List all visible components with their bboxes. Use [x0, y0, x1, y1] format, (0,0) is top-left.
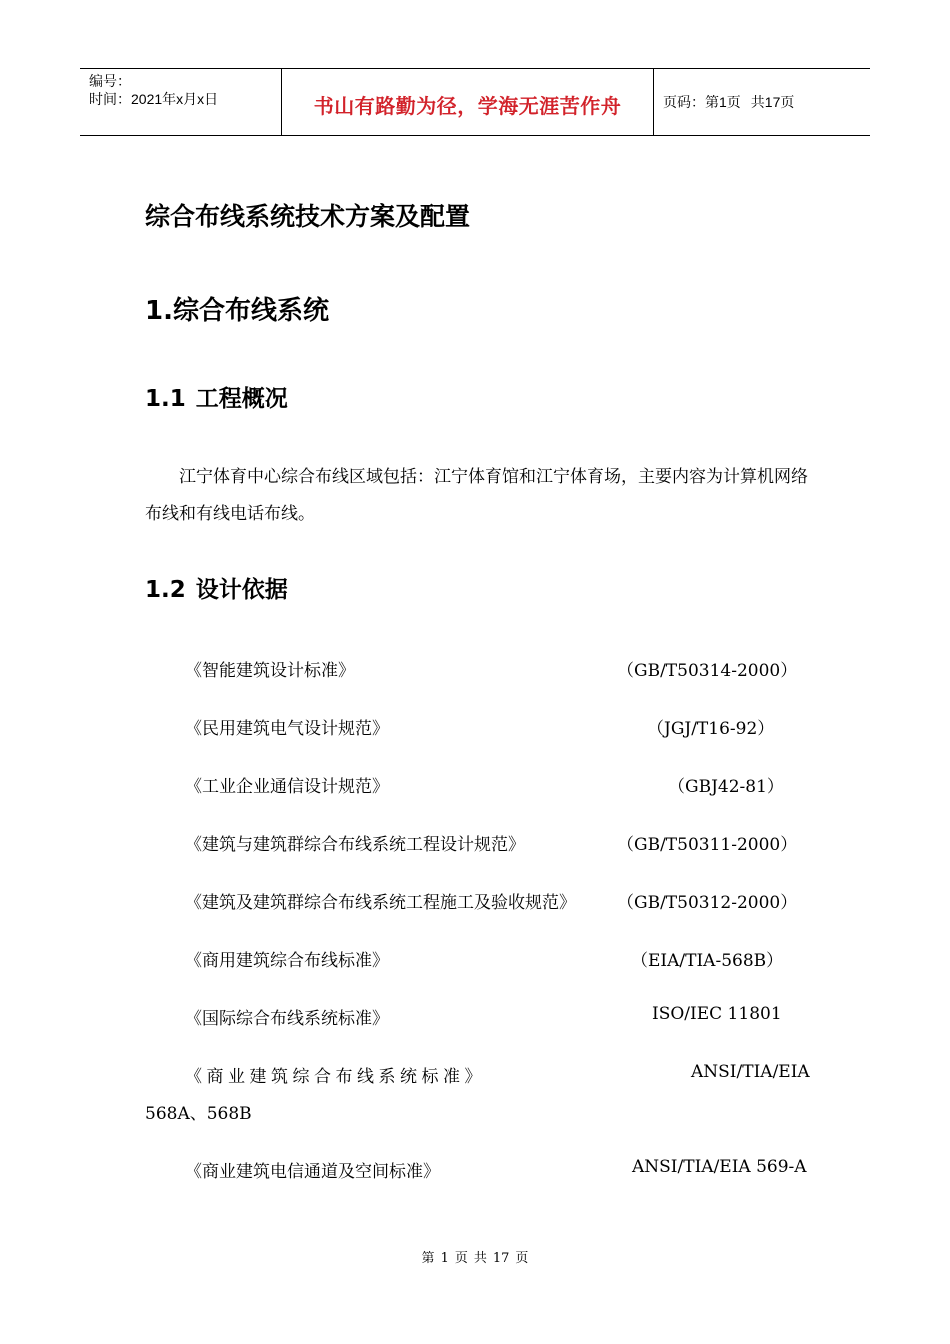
page-footer — [0, 1247, 950, 1266]
standard-code-continuation: 568A、568B — [145, 1104, 252, 1124]
standard-name: 《国际综合布线系统标准》 — [185, 1009, 389, 1029]
footer-total-prefix: 共 — [473, 1251, 487, 1266]
footer-total-pages: 17 — [492, 1251, 510, 1266]
standard-code: ANSI/TIA/EIA — [691, 1062, 810, 1082]
page-label: 页码： — [663, 94, 705, 110]
section-1-1-body: 江宁体育中心综合布线区域包括：江宁体育馆和江宁体育场，主要内容为计算机网络布线和有线电话布线。 — [145, 467, 808, 524]
section-1-2-title: 设计依据 — [195, 577, 288, 603]
section-1-1-number: 1.1 — [145, 386, 186, 412]
standard-name: 《商用建筑综合布线标准》 — [185, 951, 389, 971]
standard-name: 《民用建筑电气设计规范》 — [185, 719, 389, 739]
list-item — [145, 938, 810, 996]
standard-name: 《商业建筑电信通道及空间标准》 — [185, 1162, 440, 1182]
list-item — [145, 1149, 810, 1207]
standard-code: （EIA/TIA-568B） — [631, 951, 784, 971]
list-item — [145, 822, 810, 880]
list-item — [145, 996, 810, 1054]
serial-label: 编号： — [89, 73, 131, 89]
section-1-1-heading — [145, 380, 288, 413]
standard-code: ANSI/TIA/EIA 569-A — [632, 1157, 807, 1177]
section-1-1-title: 工程概况 — [195, 386, 288, 412]
standard-name: 《工业企业通信设计规范》 — [185, 777, 389, 797]
header-motto: 书山有路勤为径，学海无涯苦作舟 — [313, 93, 622, 118]
standard-code: （GB/T50314-2000） — [617, 661, 798, 681]
footer-page-word-2: 页 — [515, 1251, 529, 1266]
page-total: 共17页 — [750, 94, 795, 110]
footer-page-word: 页 — [454, 1251, 468, 1266]
standard-name: 《智能建筑设计标准》 — [185, 661, 355, 681]
standard-name: 《商业建筑综合布线系统标准》 — [185, 1067, 486, 1087]
footer-current-page: 1 — [440, 1251, 449, 1266]
time-label: 时间： — [89, 91, 131, 107]
list-item — [145, 648, 810, 706]
document-title: 综合布线系统技术方案及配置 — [145, 202, 471, 231]
header-motto-cell — [282, 69, 654, 135]
time-line — [89, 90, 281, 108]
standard-code: （GBJ42-81） — [668, 777, 784, 797]
list-item — [145, 1054, 810, 1149]
standard-code: （GB/T50311-2000） — [617, 835, 798, 855]
standard-name: 《建筑与建筑群综合布线系统工程设计规范》 — [185, 835, 525, 855]
section-1-heading: 1.综合布线系统 — [145, 296, 329, 326]
date-value: 2021年x月x日 — [131, 91, 219, 107]
page-header — [80, 68, 870, 136]
section-1-2-heading — [145, 571, 288, 604]
list-item — [145, 880, 810, 938]
section-1-2-number: 1.2 — [145, 577, 186, 603]
header-page-cell — [654, 69, 870, 135]
list-item — [145, 706, 810, 764]
list-item — [145, 764, 810, 822]
standard-code: （GB/T50312-2000） — [617, 893, 798, 913]
standards-list — [145, 648, 810, 1207]
header-left-cell — [80, 69, 282, 135]
footer-prefix: 第 — [421, 1251, 435, 1266]
standard-name: 《建筑及建筑群综合布线系统工程施工及验收规范》 — [185, 893, 576, 913]
standard-code: （JGJ/T16-92） — [647, 719, 775, 739]
page-current: 第1页 — [705, 94, 741, 110]
standard-code: ISO/IEC 11801 — [652, 1004, 782, 1024]
